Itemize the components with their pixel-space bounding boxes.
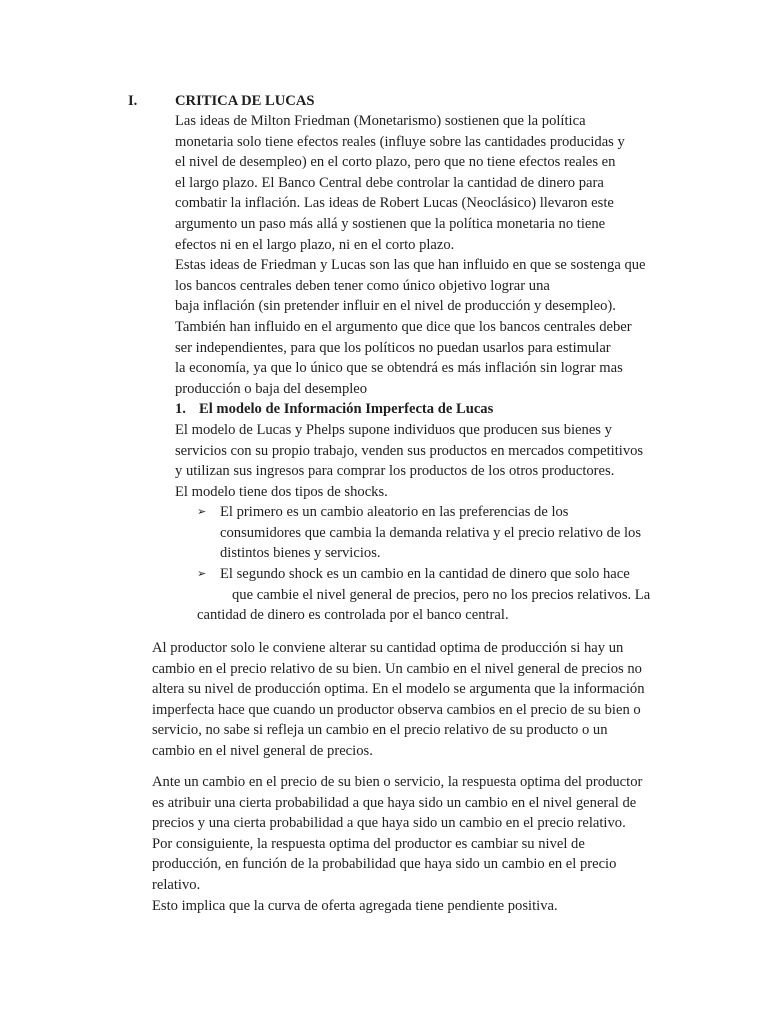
section-body [175, 111, 695, 626]
text-line: altera su nivel de producción optima. En el modelo se argumenta que la información [152, 681, 645, 698]
intro-paragraph [175, 111, 695, 399]
text-line: Esto implica que la curva de oferta agregada tiene pendiente positiva. [152, 897, 558, 914]
text-line: precios y una cierta probabilidad a que haya sido un cambio en el precio relativo. [152, 815, 626, 832]
list-item [175, 502, 695, 564]
text-line: servicio, no sabe si refleja un cambio en el precio relativo de su producto o un [152, 722, 608, 739]
subsection-number: 1. [175, 401, 186, 418]
text-line: El modelo tiene dos tipos de shocks. [175, 483, 388, 500]
text-line: producción o baja del desempleo [175, 380, 368, 397]
shock-bullet-list [175, 502, 695, 626]
text-line: El modelo de Lucas y Phelps supone individuos que producen sus bienes y [175, 421, 612, 438]
text-line: el nivel de desempleo) en el corto plazo, pero que no tiene efectos reales en [175, 154, 616, 171]
text-line: baja inflación (sin pretender influir en el nivel de producción y desempleo). [175, 298, 616, 315]
arrow-bullet-icon: ➢ [197, 506, 207, 519]
text-line: Al productor solo le conviene alterar su cantidad optima de producción si hay un [152, 640, 624, 656]
text-line: monetaria solo tiene efectos reales (influye sobre las cantidades producidas y [175, 133, 625, 150]
subsection-heading [175, 399, 695, 420]
text-line: imperfecta hace que cuando un productor observa cambios en el precio de su bien o [152, 701, 641, 718]
body-paragraph [152, 638, 672, 762]
text-line: Ante un cambio en el precio de su bien o servicio, la respuesta optima del productor [152, 774, 643, 790]
text-line: combatir la inflación. Las ideas de Robert Lucas (Neoclásico) llevaron este [175, 195, 614, 212]
text-line: relativo. [152, 876, 201, 893]
list-item [175, 564, 695, 605]
text-line: También han influido en el argumento que dice que los bancos centrales deber [175, 318, 632, 335]
arrow-bullet-icon: ➢ [197, 568, 207, 581]
text-line: Las ideas de Milton Friedman (Monetarismo) sostienen que la política [175, 113, 586, 129]
text-line: cantidad de dinero es controlada por el banco central. [197, 607, 509, 624]
text-line: la economía, ya que lo único que se obtendrá es más inflación sin lograr mas [175, 360, 623, 377]
text-line: que cambie el nivel general de precios, pero no los precios relativos. La [232, 586, 651, 603]
text-line: ser independientes, para que los políticos no puedan usarlos para estimular [175, 339, 611, 356]
text-line: cambio en el nivel general de precios. [152, 742, 373, 759]
text-line: Por consiguiente, la respuesta optima del productor es cambiar su nivel de [152, 835, 585, 852]
text-line: efectos ni en el largo plazo, ni en el corto plazo. [175, 236, 455, 253]
text-line: es atribuir una cierta probabilidad a que haya sido un cambio en el nivel general de [152, 794, 637, 811]
section-title: CRITICA DE LUCAS [175, 93, 315, 109]
text-line: El primero es un cambio aleatorio en las preferencias de los [220, 504, 569, 521]
text-line: producción, en función de la probabilidad que haya sido un cambio en el precio [152, 856, 617, 873]
section-number: I. [128, 93, 138, 109]
subsection-title: El modelo de Información Imperfecta de Lucas [199, 401, 494, 418]
text-line: consumidores que cambia la demanda relativa y el precio relativo de los [220, 524, 642, 541]
text-line: servicios con su propio trabajo, venden sus productos en mercados competitivos [175, 442, 644, 459]
text-line: Estas ideas de Friedman y Lucas son las que han influido en que se sostenga que [175, 257, 646, 274]
body-paragraph [152, 772, 672, 916]
text-line: cambio en el precio relativo de su bien. Un cambio en el nivel general de precios no [152, 660, 642, 677]
text-line: el largo plazo. El Banco Central debe controlar la cantidad de dinero para [175, 174, 604, 191]
text-line: y utilizan sus ingresos para comprar los productos de los otros productores. [175, 463, 615, 480]
text-line: argumento un paso más allá y sostienen que la política monetaria no tiene [175, 215, 606, 232]
text-line: El segundo shock es un cambio en la cantidad de dinero que solo hace [220, 566, 630, 583]
model-paragraph [175, 420, 695, 502]
text-line: distintos bienes y servicios. [220, 545, 381, 562]
text-line: los bancos centrales deben tener como único objetivo lograr una [175, 277, 550, 294]
